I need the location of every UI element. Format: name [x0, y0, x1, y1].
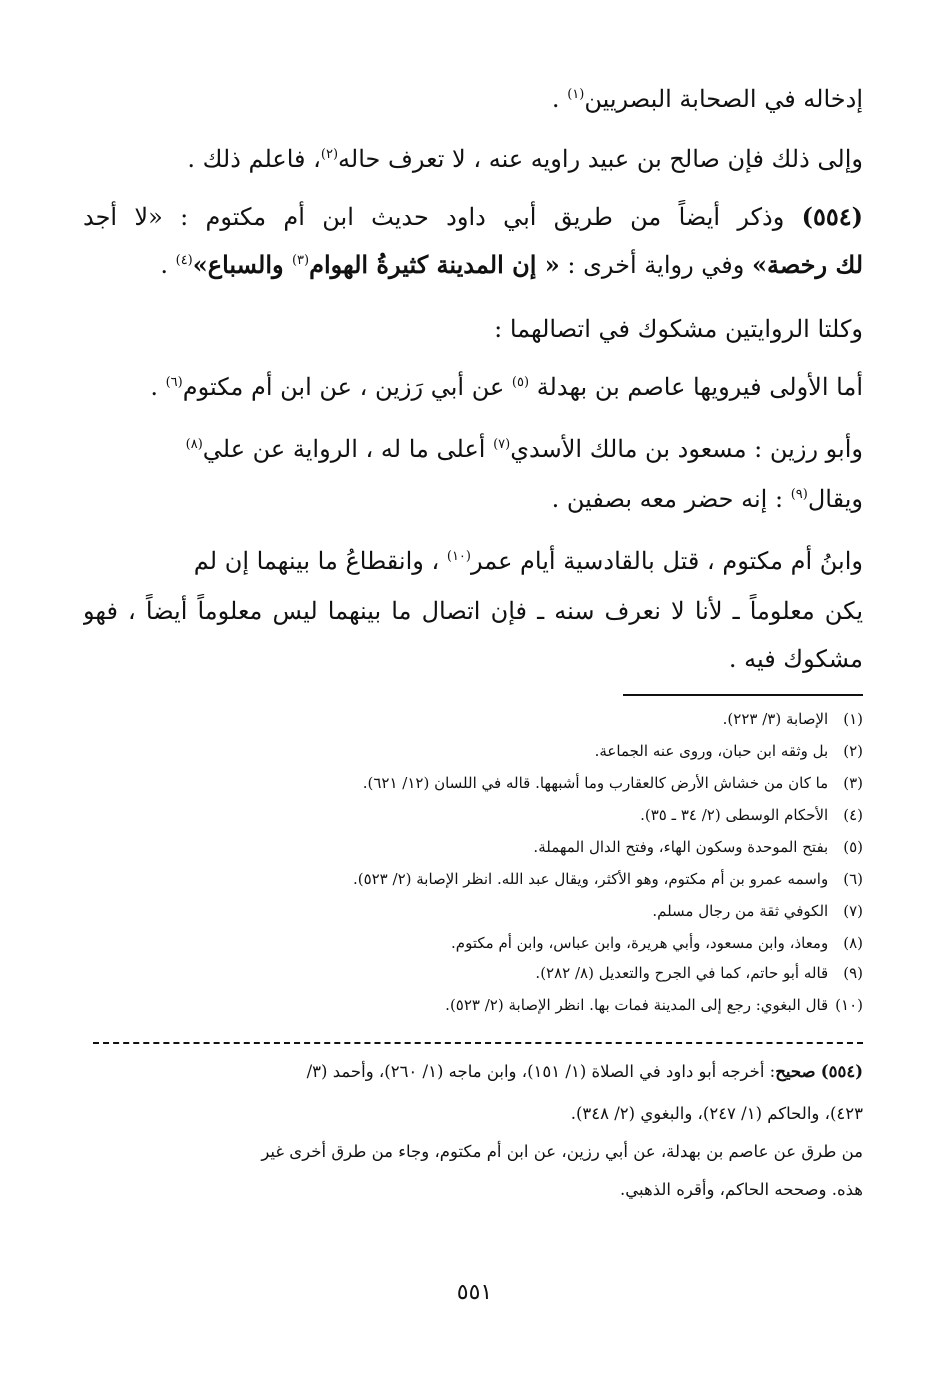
footnote-text: الكوفي ثقة من رجال مسلم. — [652, 902, 829, 920]
text: وفي رواية أخرى : — [559, 251, 752, 279]
text: أعلى ما له ، الرواية عن علي — [202, 435, 494, 463]
paragraph-6-line-2 — [83, 482, 863, 516]
footnote-ref-6[interactable]: (٦) — [165, 375, 183, 390]
text: وإلى ذلك فإن صالح بن عبيد راويه عنه ، لا تعرف حاله — [338, 145, 863, 173]
paragraph-7-line-1 — [83, 544, 863, 578]
text: إدخاله في الصحابة البصريين — [584, 85, 863, 113]
footnote-ref-4[interactable]: (٤) — [175, 253, 193, 268]
paragraph-3-line-2 — [83, 248, 863, 282]
footnote-number: (٤) — [843, 806, 863, 824]
footnote-ref-9[interactable]: (٩) — [790, 487, 808, 502]
footnote-text: ومعاذ، وابن مسعود، وأبي هريرة، وابن عباس، وابن أم مكتوم. — [451, 934, 829, 952]
footnote-7 — [83, 900, 863, 922]
takhrij-number: (٥٥٤) — [820, 1062, 863, 1081]
footnote-ref-10[interactable]: (١٠) — [446, 549, 471, 564]
footnote-text: الأحكام الوسطى (٢/ ٣٤ ـ ٣٥). — [640, 806, 829, 824]
footnote-ref-1[interactable]: (١) — [567, 87, 585, 102]
takhrij-line-1 — [85, 1058, 863, 1086]
takhrij-text: من طرق عن عاصم بن بهدلة، عن أبي رزين، عن ابن أم مكتوم، وجاء من طرق أخرى غير — [261, 1142, 863, 1161]
page-number: ٥٥١ — [456, 1280, 493, 1305]
paragraph-4 — [83, 312, 863, 346]
footnote-text: واسمه عمرو بن أم مكتوم، وهو الأكثر، ويقال عبد الله. انظر الإصابة (٢/ ٥٢٣). — [352, 870, 829, 888]
paragraph-6-line-1 — [83, 432, 863, 466]
footnote-number: (٢) — [843, 742, 863, 760]
footnote-number: (٩) — [843, 964, 863, 982]
hadith-number: (٥٥٤) — [801, 202, 863, 231]
footnote-text: ما كان من خشاش الأرض كالعقارب وما أشبهها. قاله في اللسان (١٢/ ٦٢١). — [362, 774, 829, 792]
footnote-number: (٦) — [843, 870, 863, 888]
footnote-text: بل وثقه ابن حبان، وروى عنه الجماعة. — [594, 742, 829, 760]
footnote-ref-8[interactable]: (٨) — [185, 437, 203, 452]
footnote-8 — [83, 932, 863, 954]
footnote-text: قاله أبو حاتم، كما في الجرح والتعديل (٨/ ٢٨٢). — [535, 964, 829, 982]
text: : إنه حضر معه بصفين . — [551, 485, 791, 513]
takhrij-separator — [93, 1042, 863, 1044]
takhrij-line-3 — [85, 1138, 863, 1166]
takhrij-text: : أخرجه أبو داود في الصلاة (١/ ١٥١)، وابن ماجه (١/ ٢٦٠)، وأحمد (٣/ — [306, 1062, 776, 1081]
takhrij-text: ٤٢٣)، والحاكم (١/ ٢٤٧)، والبغوي (٢/ ٣٤٨). — [570, 1104, 863, 1123]
footnote-text: بفتح الموحدة وسكون الهاء، وفتح الدال المهملة. — [533, 838, 829, 856]
footnote-number: (٨) — [843, 934, 863, 952]
paragraph-5 — [83, 370, 863, 404]
text: . — [551, 85, 568, 113]
footnote-5 — [83, 836, 863, 858]
paragraph-7-line-3 — [83, 642, 863, 676]
footnote-ref-2[interactable]: (٢) — [320, 147, 339, 162]
paragraph-3-line-1 — [83, 200, 863, 234]
text: وابنُ أم مكتوم ، قتل بالقادسية أيام عمر — [470, 547, 863, 575]
paragraph-1 — [83, 82, 863, 116]
footnote-number: (٥) — [843, 838, 863, 856]
text: . — [160, 251, 176, 279]
takhrij-text: هذه. وصححه الحاكم، وأقره الذهبي. — [620, 1180, 863, 1199]
takhrij-line-4 — [85, 1176, 863, 1204]
footnote-separator — [623, 694, 863, 696]
footnote-text: قال البغوي: رجع إلى المدينة فمات بها. انظر الإصابة (٢/ ٥٢٣). — [445, 996, 829, 1014]
footnote-4 — [83, 804, 863, 826]
takhrij-line-2 — [85, 1100, 863, 1128]
text: ، فاعلم ذلك . — [187, 145, 321, 173]
footnote-6 — [83, 868, 863, 890]
footnote-number: (١) — [843, 710, 863, 728]
footnote-text: الإصابة (٣/ ٢٢٣). — [722, 710, 829, 728]
text: أما الأولى فيرويها عاصم بن بهدلة — [529, 373, 863, 401]
footnote-ref-7[interactable]: (٧) — [493, 437, 511, 452]
text: وذكر أيضاً من طريق أبي داود حديث ابن أم مكتوم : «لا أجد — [83, 203, 802, 231]
hadith-quote: « إن المدينة كثيرةُ الهوام — [309, 250, 560, 279]
footnote-1 — [83, 708, 863, 730]
footnote-number: (٧) — [843, 902, 863, 920]
text: . — [150, 373, 166, 401]
footnote-number: (١٠) — [835, 996, 863, 1014]
takhrij-grade: صحيح — [775, 1062, 816, 1081]
footnote-9 — [83, 962, 863, 984]
footnote-3 — [83, 772, 863, 794]
footnote-number: (٣) — [843, 774, 863, 792]
footnote-2 — [83, 740, 863, 762]
footnote-10 — [83, 994, 863, 1016]
text: وكلتا الروايتين مشكوك في اتصالهما : — [494, 315, 863, 343]
footnote-ref-3[interactable]: (٣) — [291, 253, 310, 268]
text: ، وانقطاعُ ما بينهما إن لم — [193, 547, 447, 575]
paragraph-2 — [83, 142, 863, 176]
text: وأبو رزين : مسعود بن مالك الأسدي — [510, 435, 863, 463]
text: مشكوك فيه . — [728, 645, 863, 673]
hadith-quote: لك رخصة» — [752, 250, 863, 279]
text: يكن معلوماً ـ لأنا لا نعرف سنه ـ فإن اتصال ما بينهما ليس معلوماً أيضاً ، فهو — [83, 597, 863, 625]
paragraph-7-line-2 — [83, 594, 863, 628]
hadith-quote: والسباع» — [192, 250, 292, 279]
text: ويقال — [807, 485, 863, 513]
text: عن أبي رَزين ، عن ابن أم مكتوم — [182, 373, 512, 401]
footnote-ref-5[interactable]: (٥) — [511, 375, 530, 390]
